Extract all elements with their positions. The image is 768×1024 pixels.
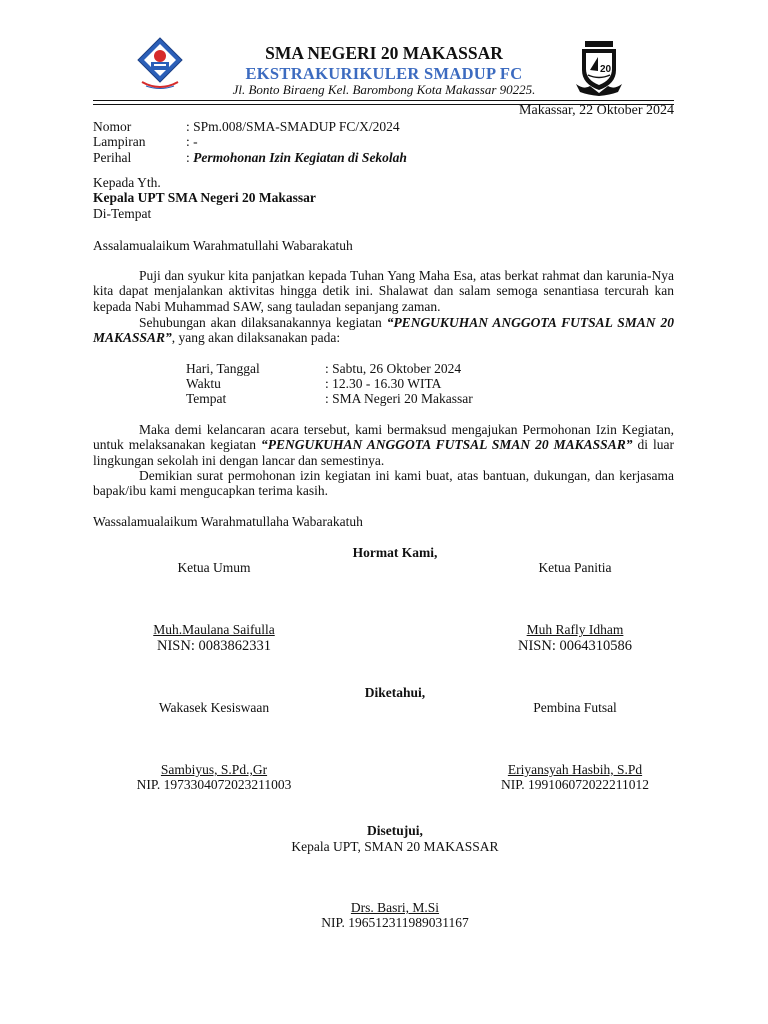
schedule-label: Tempat [186,391,227,406]
diketahui: Diketahui, [364,685,426,700]
recipient-line1: Kepada Yth. [93,175,161,190]
schedule-value: : SMA Negeri 20 Makassar [325,391,473,406]
role-ketua-panitia: Ketua Panitia [538,560,612,575]
name-kepala: Drs. Basri, M.Si [350,900,440,915]
club-name: EKSTRAKURIKULER SMADUP FC [245,64,523,83]
recipient-line3: Di-Tempat [93,206,152,221]
nomor-value: : SPm.008/SMA-SMADUP FC/X/2024 [186,119,400,134]
name-pembina: Eriyansyah Hasbih, S.Pd [507,762,643,777]
paragraph-event: Sehubungan akan dilaksanakannya kegiatan “PENGUKUHAN ANGGOTA FUTSAL SMAN 20 MAKASSAR”, yang akan dilaksanakan pada: [93,315,674,346]
disetujui: Disetujui, [367,823,423,838]
svg-text:20: 20 [600,64,612,75]
role-kepala: Kepala UPT, SMAN 20 MAKASSAR [291,839,499,854]
nip-wakasek: NIP. 1973304072023211003 [136,777,292,792]
schedule-label: Hari, Tanggal [186,361,260,376]
name-ketua-panitia: Muh Rafly Idham [526,622,624,637]
address: Jl. Bonto Biraeng Kel. Barombong Kota Makassar 90225. [232,82,536,97]
nip-pembina: NIP. 199106072022211012 [500,777,649,792]
lampiran-label: Lampiran [93,134,146,149]
paragraph-intro: Puji dan syukur kita panjatkan kepada Tuhan Yang Maha Esa, atas berkat rahmat dan karunia-Nya kita dapat menjalankan aktivitas hingga detik ini. Shalawat dan salam semoga senantiasa tercurah kan kepada Nabi Muhammad SAW, sang tauladan sepanjang zaman. [93,268,674,314]
perihal-value: : Permohonan Izin Kegiatan di Sekolah [186,150,407,165]
role-wakasek: Wakasek Kesiswaan [158,700,270,715]
recipient-line2: Kepala UPT SMA Negeri 20 Makassar [93,190,316,205]
nisn-ketua-umum: NISN: 0083862331 [157,638,271,654]
hormat-kami: Hormat Kami, [352,545,438,560]
closing-salam: Wassalamualaikum Warahmatullaha Wabarakatuh [93,514,363,529]
paragraph-closing: Demikian surat permohonan izin kegiatan ini kami buat, atas bantuan, dukungan, dan kerjasama bapak/ibu kami mengucapkan terima kasih. [93,468,674,499]
schedule-value: : 12.30 - 16.30 WITA [325,376,442,391]
greeting: Assalamualaikum Warahmatullahi Wabarakatuh [93,238,353,253]
nomor-label: Nomor [93,119,132,134]
paragraph-request: Maka demi kelancaran acara tersebut, kami bermaksud mengajukan Permohonan Izin Kegiatan, untuk melaksanakan kegiatan “PENGUKUHAN ANGGOTA FUTSAL SMAN 20 MAKASSAR” di luar lingkungan sekolah ini dengan lancar dan semestinya. [93,422,674,468]
nip-kepala: NIP. 196512311989031167 [321,915,469,930]
role-pembina: Pembina Futsal [533,700,617,715]
role-ketua-umum: Ketua Umum [177,560,251,575]
lampiran-value: : - [186,134,198,149]
place-date: Makassar, 22 Oktober 2024 [519,103,674,118]
header-rule-thick [93,100,674,101]
name-ketua-umum: Muh.Maulana Saifulla [153,622,275,637]
school-name: SMA NEGERI 20 MAKASSAR [265,43,503,63]
nisn-ketua-panitia: NISN: 0064310586 [518,638,632,654]
schedule-label: Waktu [186,376,221,391]
schedule-value: : Sabtu, 26 Oktober 2024 [325,361,462,376]
name-wakasek: Sambiyus, S.Pd.,Gr [160,762,268,777]
perihal-label: Perihal [93,150,132,165]
